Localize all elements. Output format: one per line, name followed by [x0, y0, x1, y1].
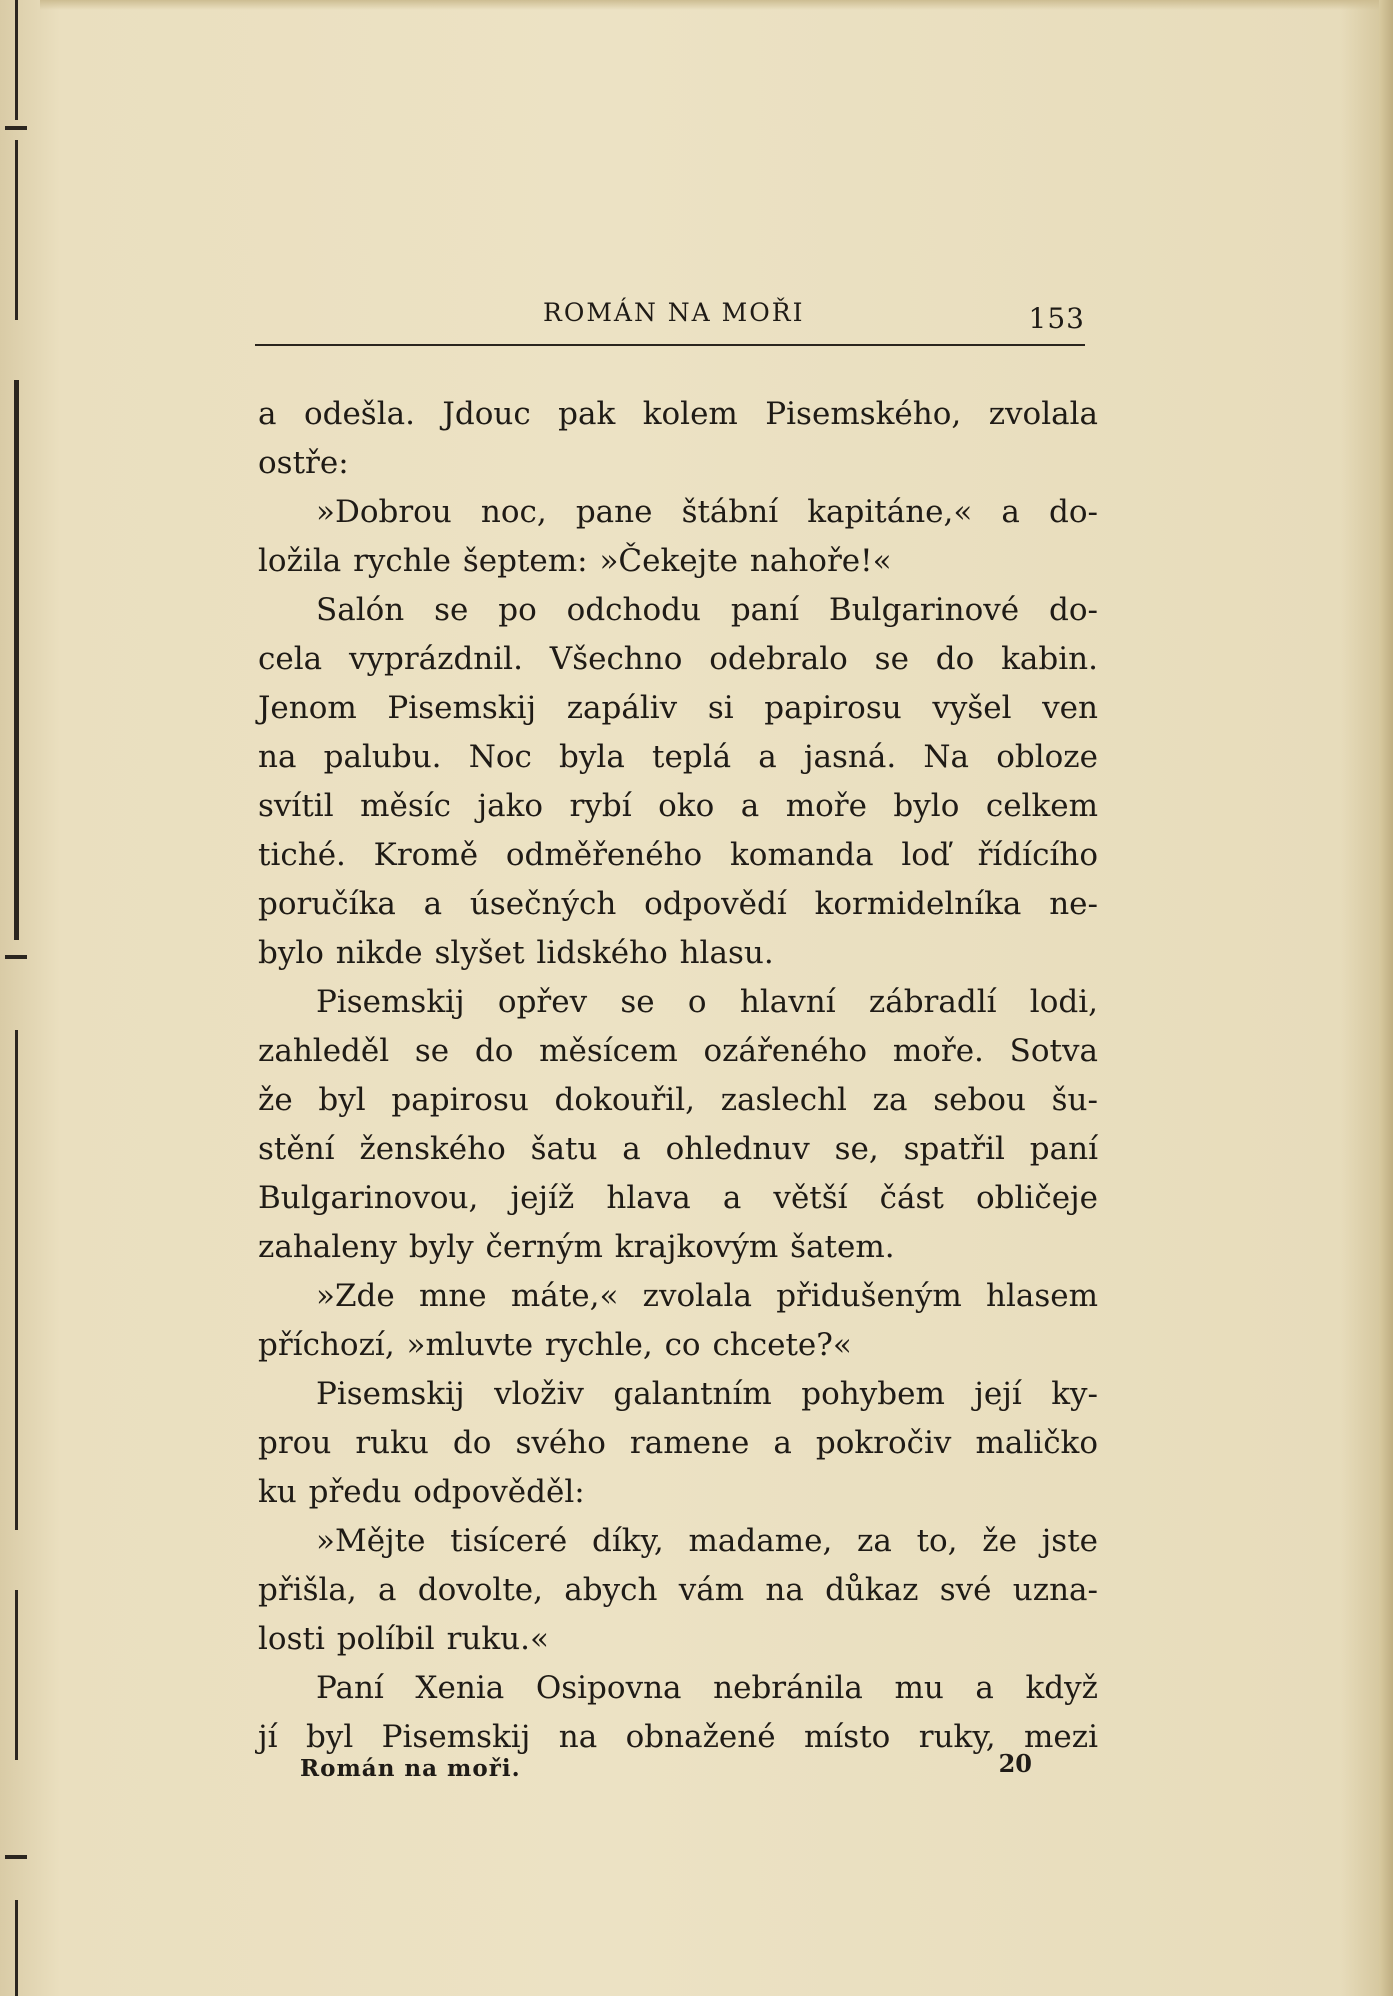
text-line: tiché. Kromě odměřeného komanda loď řídícího [258, 837, 1098, 873]
text-line: »Zde mne máte,« zvolala přidušeným hlasem [316, 1278, 1098, 1314]
text-line: svítil měsíc jako rybí oko a moře bylo celkem [258, 788, 1098, 824]
page-top-edge [40, 0, 1393, 10]
text-line: na palubu. Noc byla teplá a jasná. Na obloze [258, 739, 1098, 775]
text-line: Pisemskij vloživ galantním pohybem její ky- [316, 1376, 1098, 1412]
text-line: Jenom Pisemskij zapáliv si papirosu vyšel ven [258, 690, 1098, 726]
signature-mark: Román na moři. [300, 1755, 521, 1782]
header-rule [255, 344, 1085, 346]
page-right-edge [1379, 0, 1393, 1996]
body-text [258, 390, 1098, 1762]
text-line: přišla, a dovolte, abych vám na důkaz své uzna- [258, 1572, 1098, 1608]
page-number: 153 [1028, 302, 1085, 335]
text-line: že byl papirosu dokouřil, zaslechl za sebou šu- [258, 1082, 1098, 1118]
text-line: »Dobrou noc, pane štábní kapitáne,« a do- [316, 494, 1098, 530]
page-header [255, 298, 1085, 342]
text-line: losti políbil ruku.« [258, 1621, 549, 1657]
text-line: ložila rychle šeptem: »Čekejte nahoře!« [258, 543, 892, 579]
text-line: jí byl Pisemskij na obnažené místo ruky, mezi [258, 1719, 1098, 1755]
text-line: zahleděl se do měsícem ozářeného moře. Sotva [258, 1033, 1098, 1069]
binding-edge [0, 0, 40, 1996]
text-line: příchozí, »mluvte rychle, co chcete?« [258, 1327, 852, 1363]
text-line: prou ruku do svého ramene a pokročiv maličko [258, 1425, 1098, 1461]
page-footer [300, 1749, 1040, 1795]
sheet-number: 20 [998, 1749, 1032, 1778]
text-line: Paní Xenia Osipovna nebránila mu a když [316, 1670, 1098, 1706]
text-line: cela vyprázdnil. Všechno odebralo se do kabin. [258, 641, 1098, 677]
text-line: stění ženského šatu a ohlednuv se, spatřil paní [258, 1131, 1098, 1167]
text-line: bylo nikde slyšet lidského hlasu. [258, 935, 774, 971]
text-line: ku předu odpověděl: [258, 1474, 585, 1510]
text-line: ostře: [258, 445, 349, 481]
text-line: zahaleny byly černým krajkovým šatem. [258, 1229, 895, 1265]
text-line: a odešla. Jdouc pak kolem Pisemského, zvolala [258, 396, 1098, 432]
running-title: ROMÁN NA MOŘI [543, 298, 805, 327]
text-line: poručíka a úsečných odpovědí kormidelníka ne- [258, 886, 1098, 922]
text-line: »Mějte tisíceré díky, madame, za to, že jste [316, 1523, 1098, 1559]
text-line: Pisemskij opřev se o hlavní zábradlí lodi, [316, 984, 1098, 1020]
text-line: Bulgarinovou, jejíž hlava a větší část obličeje [258, 1180, 1098, 1216]
text-line: Salón se po odchodu paní Bulgarinové do- [316, 592, 1098, 628]
